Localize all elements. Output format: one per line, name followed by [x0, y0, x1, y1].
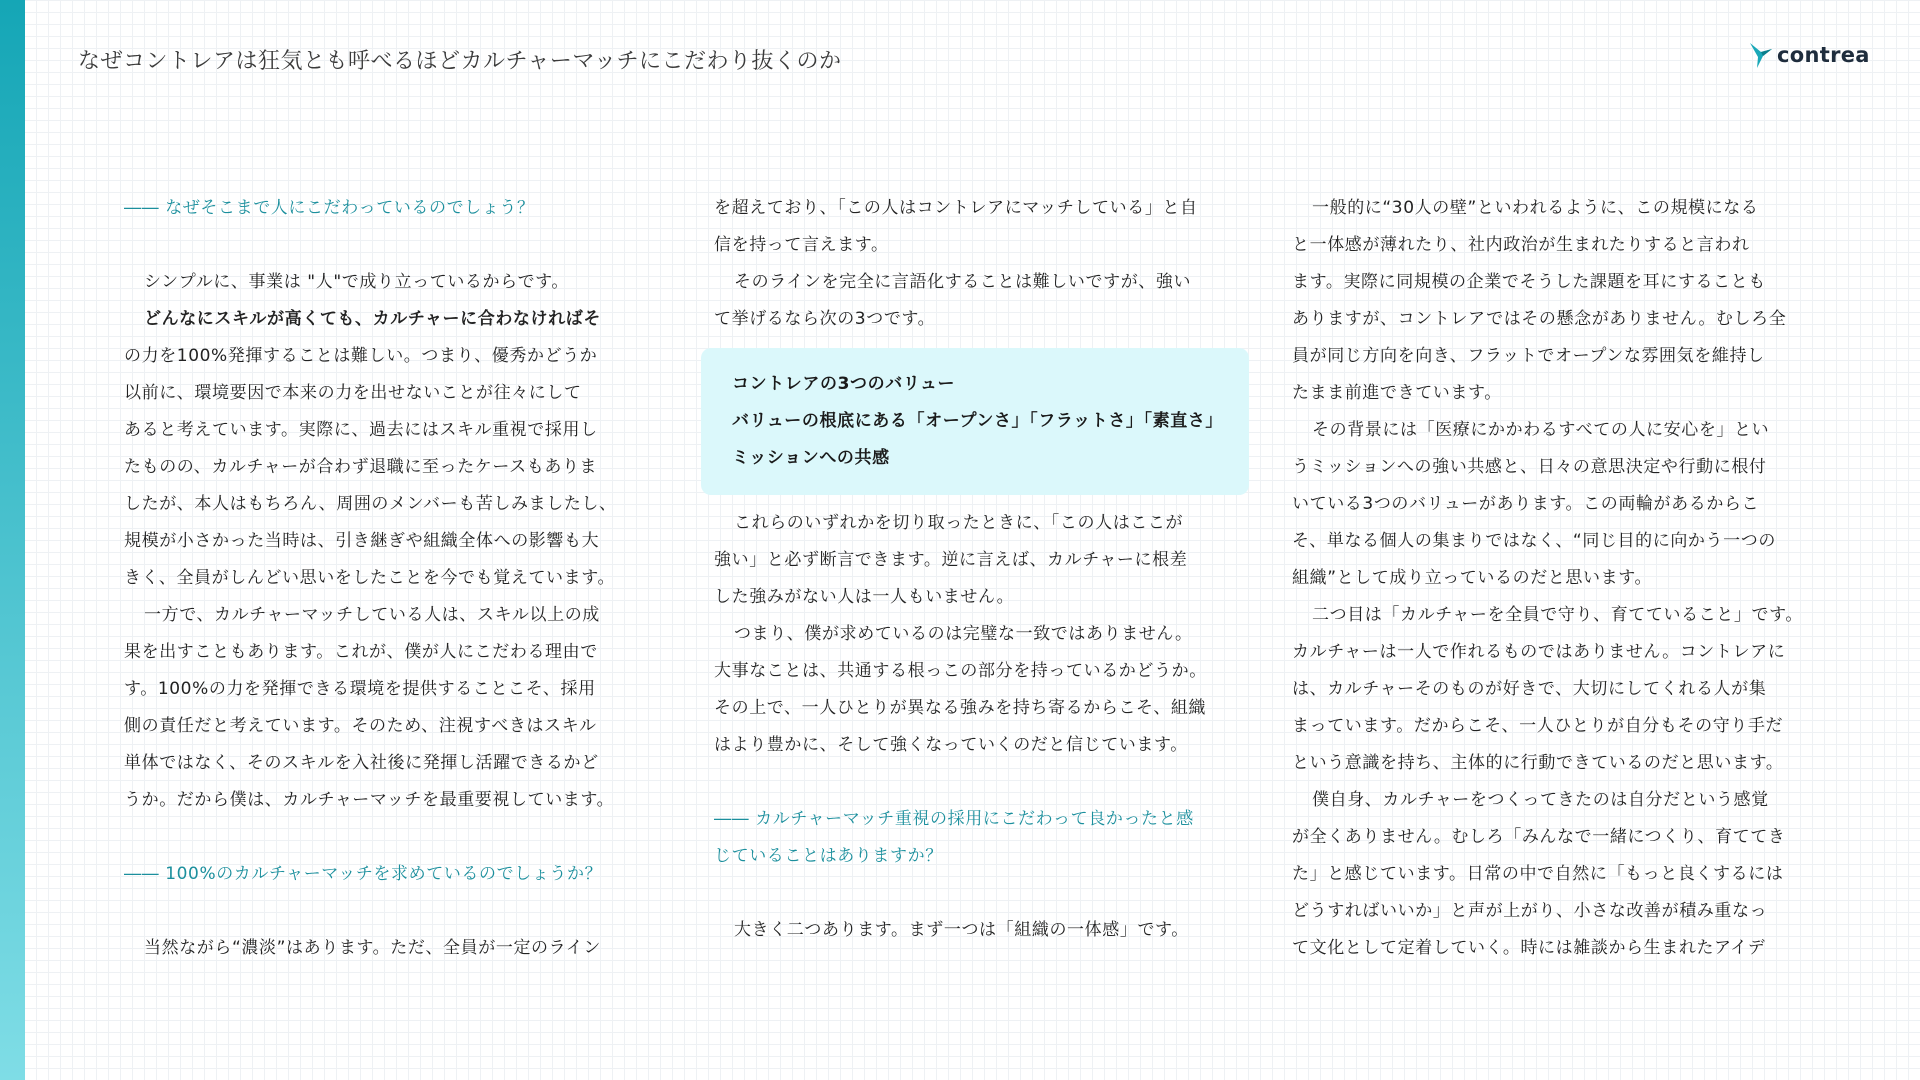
body-line: そ、単なる個人の集まりではなく、“同じ目的に向かう一つの — [1292, 531, 1776, 551]
body-line: どうすればいいか」と声が上がり、小さな改善が積み重なっ — [1292, 901, 1768, 921]
body-line: その背景には「医療にかかわるすべての人に安心を」とい — [1312, 420, 1770, 440]
body-line: まっています。だからこそ、一人ひとりが自分もその守り手だ — [1292, 716, 1784, 736]
body-line: 大事なことは、共通する根っこの部分を持っているかどうか。 — [714, 661, 1207, 681]
body-line: を超えており、「この人はコントレアにマッチしている」と自 — [714, 198, 1198, 218]
body-line: 僕自身、カルチャーをつくってきたのは自分だという感覚 — [1312, 790, 1769, 810]
section-heading: ―― なぜそこまで人にこだわっているのでしょう？ — [124, 198, 535, 218]
body-line: 一方で、カルチャーマッチしている人は、スキル以上の成 — [144, 605, 600, 625]
body-line: 単体ではなく、そのスキルを入社後に発揮し活躍できるかど — [124, 753, 599, 773]
body-line: 側の責任だと考えています。そのため、注視すべきはスキル — [124, 716, 597, 736]
side-accent-bar — [0, 0, 25, 1080]
body-line: 信を持って言えます。 — [714, 235, 889, 255]
brand-logo — [1748, 40, 1870, 70]
spacer — [714, 875, 1249, 912]
body-line: 以前に、環境要因で本来の力を出せないことが往々にして — [124, 383, 582, 403]
body-line: うか。だから僕は、カルチャーマッチを最重要視しています。 — [124, 790, 615, 810]
callout-line: バリューの根底にある「オープンさ」「フラットさ」「素直さ」 — [732, 411, 1224, 431]
callout-line: コントレアの3つのバリュー — [732, 374, 956, 394]
body-line: した強みがない人は一人もいません。 — [714, 587, 1015, 607]
body-line: はより豊かに、そして強くなっていくのだと信じています。 — [714, 735, 1188, 755]
callout-line: ミッションへの共感 — [732, 448, 890, 468]
section-heading: じていることはありますか？ — [714, 846, 943, 866]
body-line: これらのいずれかを切り取ったときに、「この人はここが — [734, 513, 1184, 533]
body-line: うミッションへの強い共感と、日々の意思決定や行動に根付 — [1292, 457, 1767, 477]
body-line: という意識を持ち、主体的に行動できているのだと思います。 — [1292, 753, 1784, 773]
body-line: その上で、一人ひとりが異なる強みを持ち寄るからこそ、組織 — [714, 698, 1207, 718]
body-line: カルチャーは一人で作れるものではありません。コントレアに — [1292, 642, 1786, 662]
body-line: の力を100%発揮することは難しい。つまり、優秀かどうか — [124, 346, 598, 366]
body-line: は、カルチャーそのものが好きで、大切にしてくれる人が集 — [1292, 679, 1767, 699]
body-line: 員が同じ方向を向き、フラットでオープンな雰囲気を維持し — [1292, 346, 1765, 366]
body-line: た」と感じています。日常の中で自然に「もっと良くするには — [1292, 864, 1784, 884]
body-line: したが、本人はもちろん、周囲のメンバーも苦しみましたし、 — [124, 494, 617, 514]
spacer — [124, 819, 649, 856]
body-line: あると考えています。実際に、過去にはスキル重視で採用し — [124, 420, 598, 440]
body-line: いている3つのバリューがあります。この両輪があるからこ — [1292, 494, 1760, 514]
body-line: て挙げるなら次の3つです。 — [714, 309, 936, 329]
body-line: 組織”として成り立っているのだと思います。 — [1292, 568, 1653, 588]
body-line: ます。実際に同規模の企業でそうした課題を耳にすることも — [1292, 272, 1766, 292]
body-line: 一般的に“30人の壁”といわれるように、この規模になる — [1312, 198, 1759, 218]
spacer — [124, 227, 649, 264]
body-line: たものの、カルチャーが合わず退職に至ったケースもありま — [124, 457, 598, 477]
page-title: なぜコントレアは狂気とも呼べるほどカルチャーマッチにこだわり抜くのか — [78, 49, 842, 74]
body-line: す。100%の力を発揮できる環境を提供することこそ、採用 — [124, 679, 596, 699]
body-line: 二つ目は「カルチャーを全員で守り、育てていること」です。 — [1312, 605, 1803, 625]
values-callout-box — [701, 348, 1249, 495]
body-line: 規模が小さかった当時は、引き継ぎや組織全体への影響も大 — [124, 531, 600, 551]
body-line: て文化として定着していく。時には雑談から生まれたアイデ — [1292, 938, 1766, 958]
section-heading: ―― 100%のカルチャーマッチを求めているのでしょうか？ — [124, 864, 603, 884]
spacer — [714, 764, 1249, 801]
body-line: 強い」と必ず断言できます。逆に言えば、カルチャーに根差 — [714, 550, 1188, 570]
body-line: と一体感が薄れたり、社内政治が生まれたりすると言われ — [1292, 235, 1750, 255]
bird-logo-icon — [1748, 40, 1774, 70]
body-line: つまり、僕が求めているのは完璧な一致ではありません。 — [734, 624, 1193, 644]
column-2 — [714, 190, 1249, 949]
brand-name: contrea — [1777, 43, 1870, 67]
body-line: シンプルに、事業は "人"で成り立っているからです。 — [144, 272, 570, 292]
spacer — [124, 893, 649, 930]
section-heading: ―― カルチャーマッチ重視の採用にこだわって良かったと感 — [714, 809, 1194, 829]
body-line: 当然ながら“濃淡”はあります。ただ、全員が一定のライン — [144, 938, 601, 958]
body-line: きく、全員がしんどい思いをしたことを今でも覚えています。 — [124, 568, 616, 588]
body-line: そのラインを完全に言語化することは難しいですが、強い — [734, 272, 1192, 292]
body-line: たまま前進できています。 — [1292, 383, 1502, 403]
body-line: 大きく二つあります。まず一つは「組織の一体感」です。 — [734, 920, 1189, 940]
body-line: が全くありません。むしろ「みんなで一緒につくり、育ててき — [1292, 827, 1786, 847]
body-line: ありますが、コントレアではその懸念がありません。むしろ全 — [1292, 309, 1787, 329]
column-3 — [1292, 190, 1820, 967]
body-line: 果を出すこともあります。これが、僕が人にこだわる理由で — [124, 642, 598, 662]
column-1 — [124, 190, 649, 967]
body-line: どんなにスキルが高くても、カルチャーに合わなければそ — [144, 309, 601, 329]
